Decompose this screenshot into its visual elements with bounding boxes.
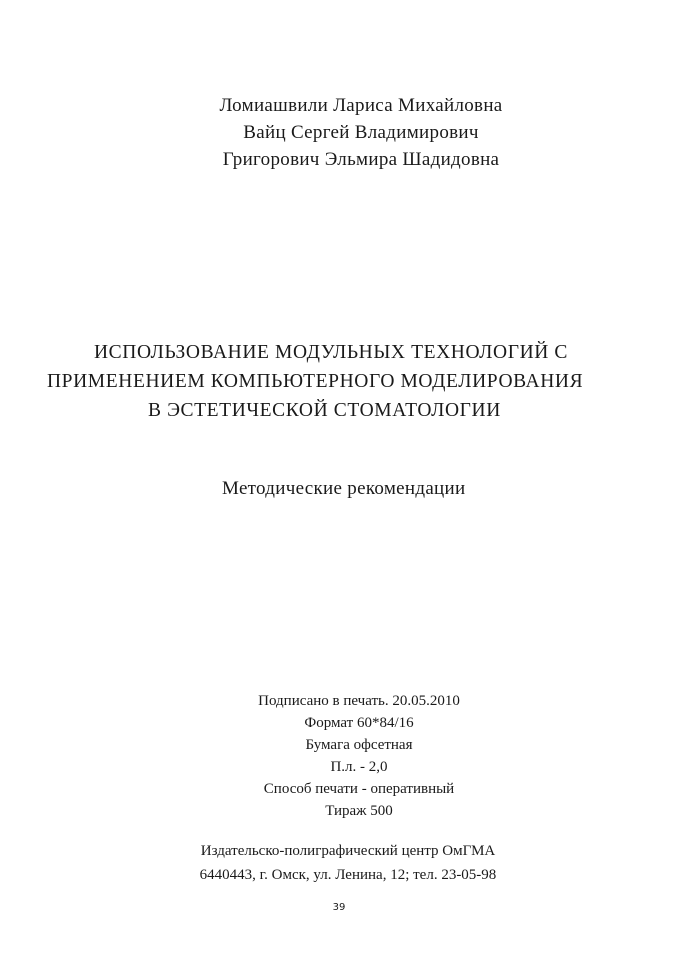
publisher-block xyxy=(0,839,678,887)
title-line: ИСПОЛЬЗОВАНИЕ МОДУЛЬНЫХ ТЕХНОЛОГИЙ С xyxy=(94,342,569,363)
title-line: В ЭСТЕТИЧЕСКОЙ СТОМАТОЛОГИИ xyxy=(148,400,501,421)
author-name: Григорович Эльмира Шадидовна xyxy=(222,149,500,170)
publisher-name: Издательско-полиграфический центр ОмГМА xyxy=(200,843,496,859)
page-number: 39 xyxy=(332,902,346,913)
author-name: Ломиашвили Лариса Михайловна xyxy=(219,95,503,116)
document-title xyxy=(0,338,678,425)
title-line: ПРИМЕНЕНИЕМ КОМПЬЮТЕРНОГО МОДЕЛИРОВАНИЯ xyxy=(47,371,584,392)
authors-block xyxy=(0,92,678,173)
document-subtitle: Методические рекомендации xyxy=(222,478,466,499)
author-name: Вайц Сергей Владимирович xyxy=(243,122,479,143)
publisher-address: 6440443, г. Омск, ул. Ленина, 12; тел. 23-05-98 xyxy=(199,867,497,883)
imprint-paper: Бумага офсетная xyxy=(305,737,413,753)
imprint-sheets: П.л. - 2,0 xyxy=(330,759,388,775)
imprint-block xyxy=(0,690,678,822)
imprint-signed: Подписано в печать. 20.05.2010 xyxy=(258,693,460,709)
imprint-circulation: Тираж 500 xyxy=(325,803,393,819)
imprint-print-method: Способ печати - оперативный xyxy=(263,781,455,797)
imprint-format: Формат 60*84/16 xyxy=(304,715,414,731)
